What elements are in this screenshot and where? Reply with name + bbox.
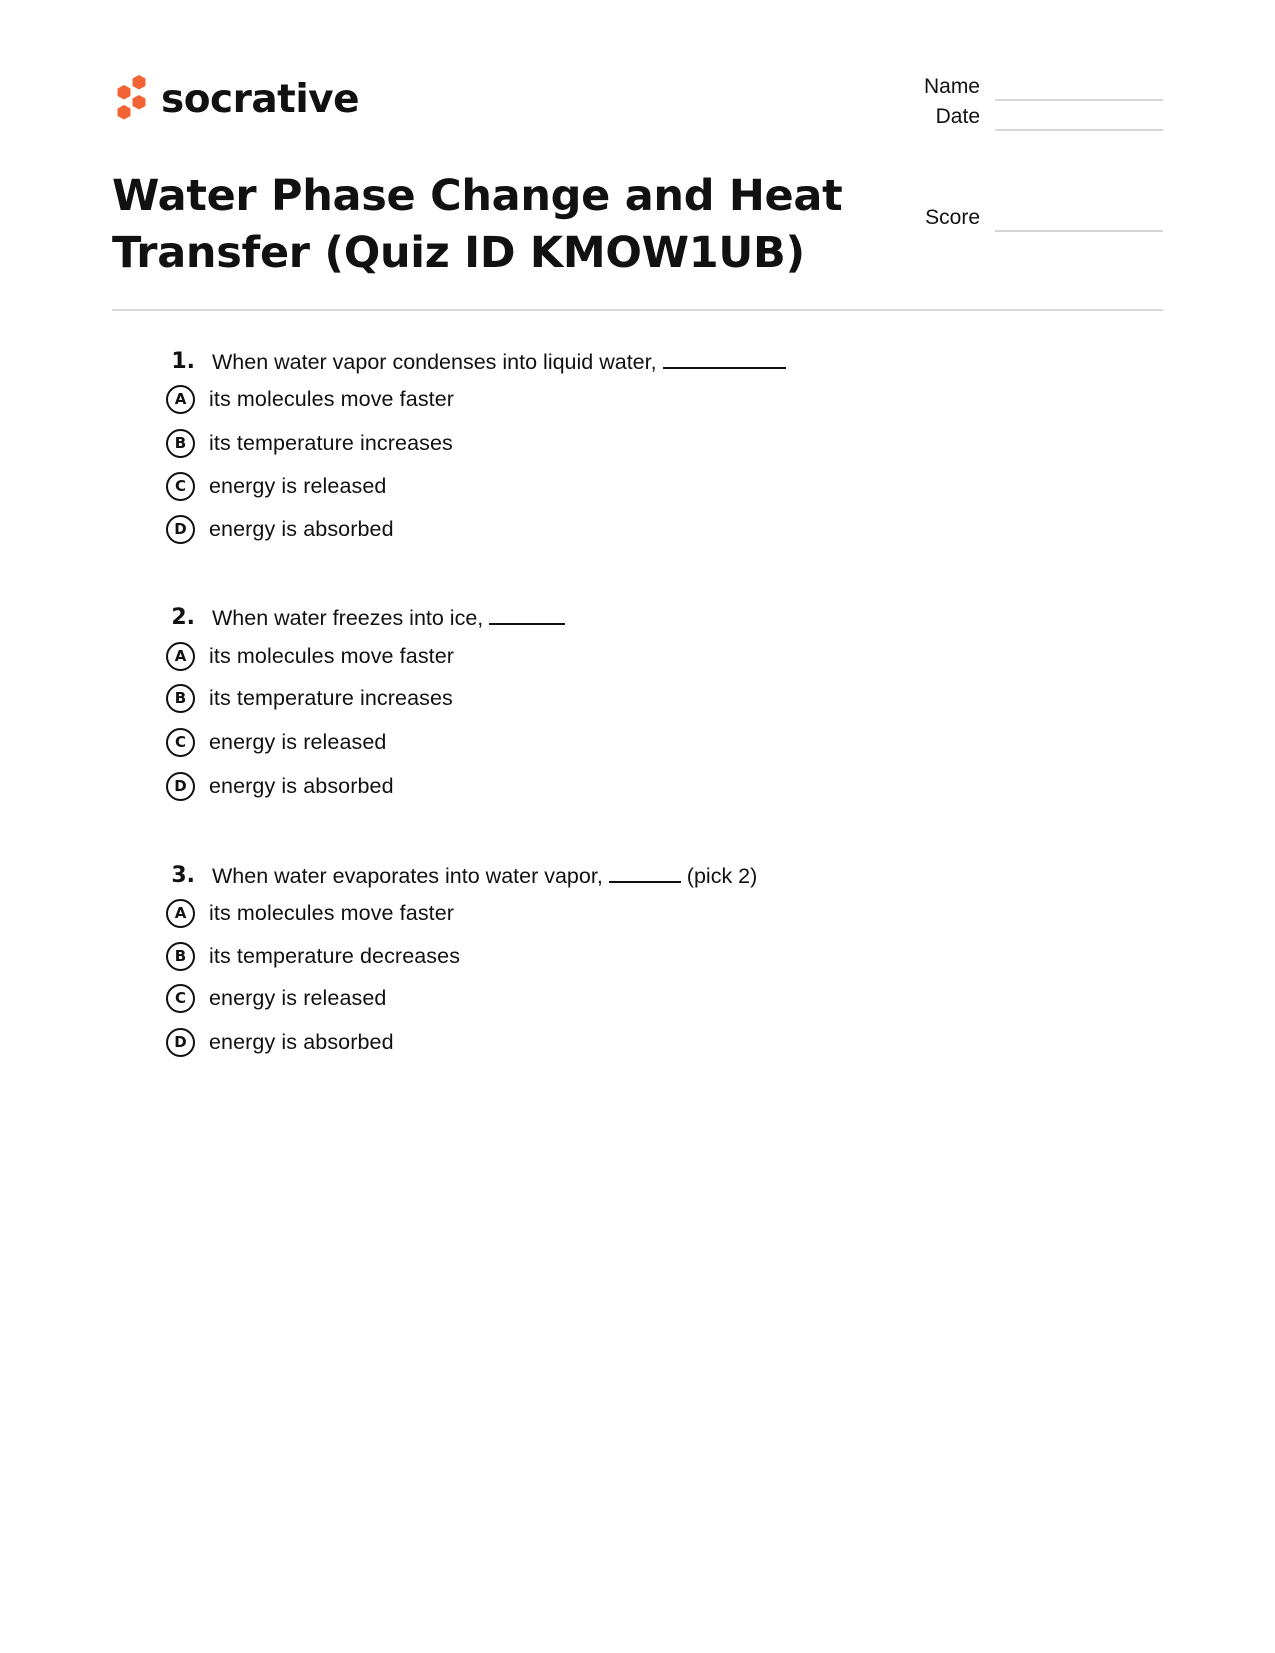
option-d[interactable] xyxy=(166,512,394,546)
option-a[interactable] xyxy=(166,896,454,930)
option-text: its temperature increases xyxy=(209,430,453,455)
prompt-text: When water vapor condenses into liquid water, xyxy=(212,350,657,374)
date-line[interactable] xyxy=(995,129,1163,131)
option-text: energy is absorbed xyxy=(209,773,394,798)
option-d[interactable] xyxy=(166,1025,394,1059)
option-text: its molecules move faster xyxy=(209,900,455,925)
pick-count-hint: (pick 2) xyxy=(686,864,758,888)
bubble-a[interactable]: A xyxy=(166,899,195,928)
option-text: energy is released xyxy=(209,985,387,1010)
question-1 xyxy=(166,347,966,541)
prompt-text: When water evaporates into water vapor, xyxy=(212,864,603,888)
bubble-d[interactable]: D xyxy=(166,1028,195,1057)
score-field[interactable] xyxy=(880,208,1163,232)
date-field[interactable] xyxy=(880,107,1163,131)
option-b[interactable] xyxy=(166,426,453,460)
bubble-b[interactable]: B xyxy=(166,942,195,971)
option-text: its temperature decreases xyxy=(209,943,461,968)
bubble-c[interactable]: C xyxy=(166,728,195,757)
question-number: 1. xyxy=(171,349,195,374)
brand-wordmark: socrative xyxy=(161,77,360,122)
question-prompt xyxy=(212,861,757,891)
option-b[interactable] xyxy=(166,681,453,715)
option-text: energy is absorbed xyxy=(209,1029,394,1054)
question-3 xyxy=(166,861,966,1054)
bubble-d[interactable]: D xyxy=(166,772,195,801)
option-d[interactable] xyxy=(166,769,394,803)
question-prompt xyxy=(212,347,792,377)
name-line[interactable] xyxy=(995,99,1163,101)
page-title-line-1: Water Phase Change and Heat xyxy=(112,171,843,221)
name-field[interactable] xyxy=(880,77,1163,101)
date-label: Date xyxy=(935,105,980,128)
option-c[interactable] xyxy=(166,469,387,503)
bubble-a[interactable]: A xyxy=(166,385,195,414)
answer-blank xyxy=(663,347,786,369)
prompt-text: When water freezes into ice, xyxy=(212,606,484,630)
score-line[interactable] xyxy=(995,230,1163,232)
option-c[interactable] xyxy=(166,725,387,759)
option-a[interactable] xyxy=(166,639,454,673)
bubble-b[interactable]: B xyxy=(166,684,195,713)
answer-blank xyxy=(489,603,565,625)
option-text: energy is released xyxy=(209,473,387,498)
option-text: its molecules move faster xyxy=(209,643,455,668)
header-divider xyxy=(112,309,1163,311)
option-text: its temperature increases xyxy=(209,685,453,710)
page-title-line-2: Transfer (Quiz ID KMOW1UB) xyxy=(112,228,805,278)
option-b[interactable] xyxy=(166,939,460,973)
option-a[interactable] xyxy=(166,382,454,416)
page-title xyxy=(112,168,842,282)
score-label: Score xyxy=(925,206,980,229)
question-2 xyxy=(166,603,966,798)
bubble-d[interactable]: D xyxy=(166,515,195,544)
question-prompt xyxy=(212,603,571,633)
option-text: its molecules move faster xyxy=(209,386,455,411)
option-c[interactable] xyxy=(166,981,387,1015)
option-text: energy is released xyxy=(209,729,387,754)
bubble-c[interactable]: C xyxy=(166,472,195,501)
hexagon-cluster-icon xyxy=(112,73,152,123)
option-text: energy is absorbed xyxy=(209,516,394,541)
socrative-logo xyxy=(112,72,152,124)
question-number: 3. xyxy=(171,863,195,888)
answer-blank xyxy=(609,861,681,883)
bubble-b[interactable]: B xyxy=(166,429,195,458)
question-number: 2. xyxy=(171,605,195,630)
bubble-c[interactable]: C xyxy=(166,984,195,1013)
bubble-a[interactable]: A xyxy=(166,642,195,671)
name-label: Name xyxy=(923,75,980,98)
